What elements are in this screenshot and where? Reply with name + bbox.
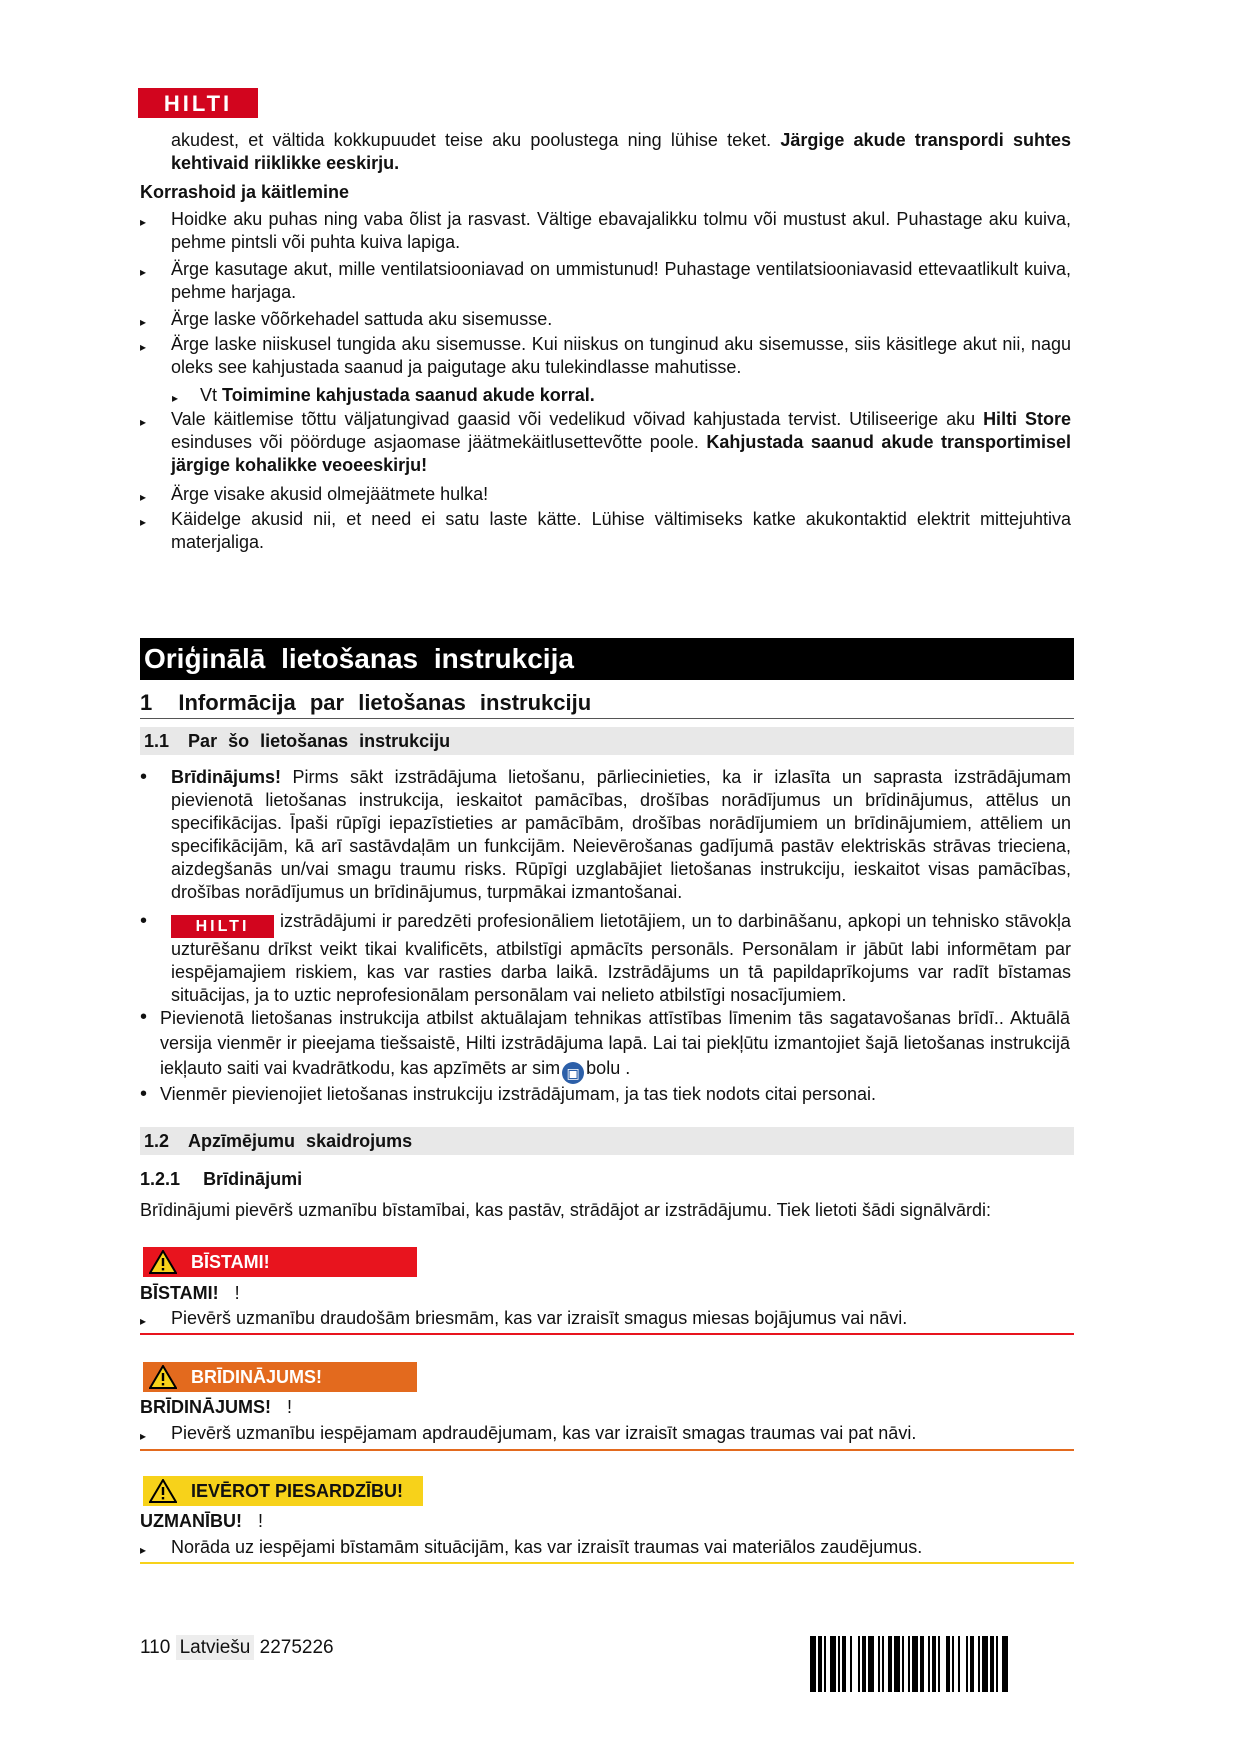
- bullet-arrow-icon: ▸: [140, 515, 147, 529]
- bullet-arrow-icon: ▸: [140, 340, 147, 354]
- list-item: Vienmēr pievienojiet lietošanas instrukciju izstrādājumam, ja tas tiek nodots citai personai.: [160, 1084, 877, 1104]
- list-item: Ärge visake akusid olmejäätmete hulka!: [171, 484, 489, 504]
- caution-title: [140, 1510, 263, 1533]
- danger-title: [140, 1282, 240, 1305]
- list-item: [171, 408, 1071, 477]
- item5-text-a: Vale käitlemise tõttu väljatungivad gaasid või vedelikud võivad kahjustada tervist. Utiliseerige aku: [171, 409, 976, 429]
- bullet-dot: •: [140, 766, 148, 788]
- caution-signal-label: IEVĒROT PIESARDZĪBU!: [191, 1481, 404, 1501]
- heading-1-1-title: Par šo lietošanas instrukciju: [188, 731, 451, 751]
- bullet-arrow-icon: ▸: [140, 490, 147, 504]
- bullet-arrow-icon: ▸: [140, 1314, 147, 1328]
- heading-1-2-1-title: Brīdinājumi: [203, 1169, 303, 1189]
- warning-title-text: BRĪDINĀJUMS!: [140, 1397, 272, 1417]
- item5-store: Hilti Store: [983, 409, 1071, 429]
- caution-signal-bar: [143, 1476, 423, 1506]
- caution-exclamation: !: [257, 1511, 263, 1531]
- bullet-arrow-icon: ▸: [140, 415, 147, 429]
- warning-triangle-icon: [149, 1250, 177, 1274]
- warning-text: Pirms sākt izstrādājuma lietošanu, pārliecinieties, ka ir izlasīta un saprasta izstrādājumam pievienotā lietošanas instrukcija, ieskaitot pamācības, drošības norādījumus un brīdinājumus, attēlus un specifikācijas. Īpaši rūpīgi iepazīstieties ar pamācībām, drošības norādījumiem un brīdinājumiem, attēliem un specifikācijām, kā arī sastāvdaļām un funkcijām. Neievērošanas gadījumā pastāv elektriskās strāvas trieciena, aizdegšanās un/vai smagu traumu risks. Rūpīgi uzglabājiet lietošanas instrukciju, ieskaitot visas pamācības, drošības norādījumus un brīdinājumus, turpmākai izmantošanai.: [171, 767, 1071, 902]
- intro-text: akudest, et vältida kokkupuudet teise aku poolustega ning lühise teket.: [171, 130, 772, 150]
- heading-1-2: [140, 1127, 1074, 1155]
- danger-title-text: BĪSTAMI!: [140, 1283, 219, 1303]
- barcode: [810, 1636, 1066, 1692]
- warning-triangle-icon: [149, 1365, 177, 1389]
- heading-1-title: Informācija par lietošanas instrukciju: [178, 690, 592, 715]
- bullet-dot: •: [140, 1006, 148, 1028]
- hilti-inline-logo: HILTI: [171, 915, 274, 938]
- korrashoid-heading: Korrashoid ja käitlemine: [140, 182, 350, 202]
- page-number: 110: [140, 1637, 171, 1658]
- heading-1-2-1: [140, 1168, 302, 1191]
- online-version-text: Pievienotā lietošanas instrukcija atbilst aktuālajam tehnikas attīstības līmenim tās sagatavošanas brīdī.. Aktuālā versija vienmēr ir pieejama tiešsaistē, Hilti izstrādājuma lapā. Lai tai piekļūtu izmantojiet šajā lietošanas instrukcijā iekļauto saiti vai kvadrātkodu, kas apzīmēts ar sim: [160, 1008, 1070, 1078]
- heading-1-number: 1: [140, 690, 153, 715]
- footer-code: 2275226: [259, 1637, 334, 1658]
- intro-paragraph: [171, 129, 1071, 175]
- bullet-arrow-icon: ▸: [140, 265, 147, 279]
- caution-text: Norāda uz iespējami bīstamām situācijām, kas var izraisīt traumas vai materiālos zaudējumus.: [171, 1537, 923, 1557]
- heading-1: [140, 688, 1074, 719]
- bullet-arrow-icon: ▸: [140, 1543, 147, 1557]
- professional-text: izstrādājumi ir paredzēti profesionāliem lietotājiem, un to darbināšanu, apkopi un tehnisko stāvokļa uzturēšanu drīkst veikt tikai kvalificēts, atbilstīgi apmācīts personāls. Personālam ir jābūt labi informētam par iespējamajiem riskiem, kas var rasties darba laikā. Izstrādājums un tā papildaprīkojums var radīt bīstamas situācijas, ja to uztic neprofesionālam personālam vai nelieto atbilstīgi nosacījumiem.: [171, 911, 1071, 1005]
- caution-title-text: UZMANĪBU!: [140, 1511, 242, 1531]
- list-item: Ärge laske niiskusel tungida aku sisemusse. Kui niiskus on tunginud aku sisemusse, siis käsitlege akut nii, nagu oleks see kahjustada saanud ja paigutage aku tulekindlasse mahutisse.: [171, 334, 1071, 377]
- danger-text: Pievērš uzmanību draudošām briesmām, kas var izraisīt smagus miesas bojājumus vai nāvi.: [171, 1308, 908, 1328]
- heading-1-2-1-number: 1.2.1: [140, 1169, 181, 1189]
- heading-1-1-number: 1.1: [144, 731, 170, 751]
- warning-label: Brīdinājums!: [171, 767, 282, 787]
- list-item: Ärge laske võõrkehadel sattuda aku sisemusse.: [171, 309, 553, 329]
- heading-1-2-number: 1.2: [144, 1131, 170, 1151]
- item5-text-c: esinduses või pöörduge asjaomase jäätmekäitlusettevõtte poole.: [171, 432, 699, 452]
- danger-signal-bar: [143, 1247, 417, 1277]
- warning-exclamation: !: [287, 1397, 293, 1417]
- warning-text: Pievērš uzmanību iespējamam apdraudējumam, kas var izraisīt smagas traumas vai pat nāvi.: [171, 1423, 917, 1443]
- sub-arrow-icon: ▸: [172, 391, 179, 405]
- bullet-arrow-icon: ▸: [140, 315, 147, 329]
- sub-reference: [200, 384, 595, 407]
- bullet-arrow-icon: ▸: [140, 215, 147, 229]
- bullet-dot: •: [140, 1083, 148, 1105]
- list-item: Käidelge akusid nii, et need ei satu laste kätte. Lühise vältimiseks katke akukontaktid elektrit mittejuhtiva materjaliga.: [171, 509, 1071, 552]
- warning-triangle-icon: [149, 1479, 177, 1503]
- hilti-logo: HILTI: [138, 88, 258, 118]
- danger-divider: [140, 1333, 1074, 1335]
- sub-reference-prefix: Vt: [200, 385, 218, 405]
- page-footer: [140, 1636, 334, 1659]
- warning-signal-label: BRĪDINĀJUMS!: [191, 1367, 323, 1387]
- online-version-text-end: bolu: [586, 1058, 621, 1078]
- list-item: Hoidke aku puhas ning vaba õlist ja rasvast. Vältige ebavajalikku tolmu või mustust akul. Puhastage aku kuiva, pehme pintsli või puhta kuiva lapiga.: [171, 209, 1071, 252]
- danger-signal-label: BĪSTAMI!: [191, 1252, 270, 1272]
- sub-reference-link: Toimimine kahjustada saanud akude korral.: [222, 385, 595, 405]
- item5-bold: Kahjustada saanud akude transportimisel järgige kohalikke veoeeskirju!: [171, 432, 1071, 475]
- warning-divider: [140, 1449, 1074, 1451]
- caution-divider: [140, 1562, 1074, 1564]
- warning-signal-bar: [143, 1362, 417, 1392]
- online-version-paragraph: Pievienotā lietošanas instrukcija atbilst aktuālajam tehnikas attīstības līmenim tās sagatavošanas brīdī.. Aktuālā versija vienmēr ir pieejama tiešsaistē, Hilti izstrādājuma lapā. Lai tai piekļūtu izmantojiet šajā lietošanas instrukcijā iekļauto saiti vai kvadrātkodu, kas apzīmēts ar sim ▣ bolu .: [160, 1006, 1070, 1084]
- intro-bold-text: Järgige akude transpordi suhtes kehtivaid riiklikke eeskirju.: [171, 130, 1071, 173]
- footer-language: Latviešu: [176, 1635, 255, 1660]
- list-item: Ärge kasutage akut, mille ventilatsiooniavad on ummistunud! Puhastage ventilatsiooniavasid ettevaatlikult kuiva, pehme harjaga.: [171, 259, 1071, 302]
- warning-title: [140, 1396, 292, 1419]
- warning-paragraph: [171, 766, 1071, 904]
- warnings-intro: Brīdinājumi pievērš uzmanību bīstamībai, kas pastāv, strādājot ar izstrādājumu. Tiek lietoti šādi signālvārdi:: [140, 1200, 992, 1220]
- professional-paragraph: [171, 910, 1071, 1007]
- heading-1-2-title: Apzīmējumu skaidrojums: [188, 1131, 413, 1151]
- bullet-dot: •: [140, 910, 148, 932]
- danger-exclamation: !: [234, 1283, 240, 1303]
- bullet-arrow-icon: ▸: [140, 1429, 147, 1443]
- qr-code-icon: ▣: [562, 1062, 584, 1084]
- section-title: Oriģinālā lietošanas instrukcija: [140, 638, 1074, 680]
- heading-1-1: [140, 727, 1074, 755]
